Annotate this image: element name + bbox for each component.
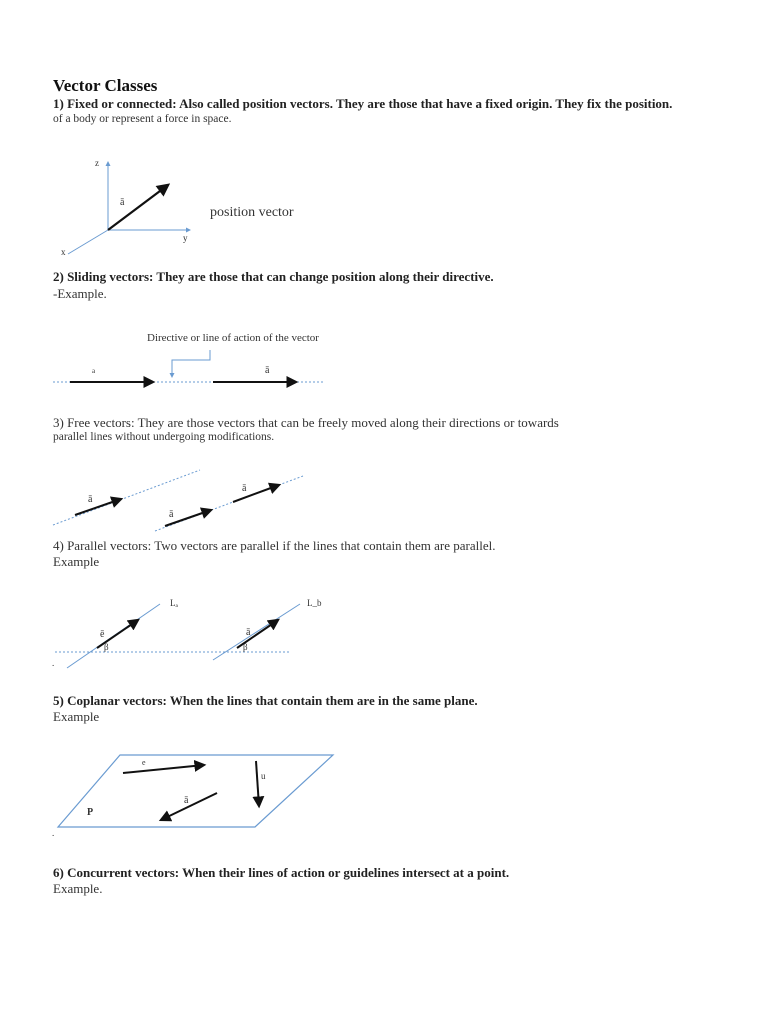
- section-4-text: Example: [53, 554, 100, 569]
- line-label-a: Lₐ: [170, 598, 178, 608]
- vector-a-label: ā: [120, 197, 125, 208]
- coplanar-vector-e: [123, 765, 204, 773]
- figure-free-vectors: [50, 465, 310, 535]
- coplanar-vector-a: [161, 793, 217, 820]
- section-3-heading: 3) Free vectors: They are those vectors that can be freely moved along their directions or towards: [53, 415, 559, 430]
- parallel-label-a: ā: [246, 627, 251, 638]
- axis-z-label: z: [95, 158, 99, 168]
- angle-label-1: β: [104, 642, 109, 652]
- free-line-1: [53, 470, 200, 525]
- free-label-2: ā: [169, 509, 174, 520]
- angle-label-2: β: [243, 642, 248, 652]
- section-1-heading: 1) Fixed or connected: Also called position vectors. They are those that have a fixed origin. They fix the position.: [53, 96, 673, 111]
- page-title: Vector Classes: [53, 76, 158, 95]
- axis-y-label: y: [183, 233, 188, 243]
- coplanar-label-a: ā: [184, 795, 189, 806]
- section-2-heading: 2) Sliding vectors: They are those that can change position along their directive.: [53, 269, 494, 284]
- free-label-1: ā: [88, 494, 93, 505]
- free-vector-3: [233, 485, 279, 502]
- figure-parallel-vectors: [50, 590, 330, 670]
- directive-annotation: Directive or line of action of the vector: [147, 332, 319, 344]
- section-6-text: Example.: [53, 881, 103, 896]
- line-label-b: L_b: [307, 598, 322, 608]
- section-2-text: -Example.: [53, 286, 107, 301]
- coplanar-label-e: e: [142, 758, 146, 767]
- position-vector-caption: position vector: [210, 205, 294, 220]
- section-4-heading: 4) Parallel vectors: Two vectors are parallel if the lines that contain them are parallel.: [53, 538, 496, 553]
- axis-x-label: x: [61, 247, 66, 257]
- coplanar-label-u: u: [261, 771, 266, 781]
- section-3-text: parallel lines without undergoing modifications.: [53, 431, 275, 443]
- parallel-label-e: ē: [100, 629, 105, 640]
- fig4-dot: .: [52, 658, 55, 668]
- annotation-pointer: [172, 350, 210, 377]
- plane-label: P: [87, 807, 94, 818]
- x-axis: [68, 230, 108, 254]
- figure-coplanar-vectors: [50, 745, 350, 840]
- free-label-3: ā: [242, 483, 247, 494]
- figure-sliding-vectors: [50, 325, 340, 395]
- fig5-dot: .: [52, 828, 55, 838]
- sliding-label-right: ā: [265, 365, 270, 376]
- figure-position-vector: [50, 150, 340, 265]
- free-vector-1: [75, 499, 121, 515]
- sliding-label-left: a: [92, 367, 96, 375]
- coplanar-vector-u: [256, 761, 259, 806]
- section-5-heading: 5) Coplanar vectors: When the lines that contain them are in the same plane.: [53, 693, 478, 708]
- section-5-text: Example: [53, 709, 100, 724]
- section-1-text: of a body or represent a force in space.: [53, 113, 232, 125]
- position-vector-arrow: [108, 185, 168, 230]
- section-6-heading: 6) Concurrent vectors: When their lines of action or guidelines intersect at a point.: [53, 865, 510, 880]
